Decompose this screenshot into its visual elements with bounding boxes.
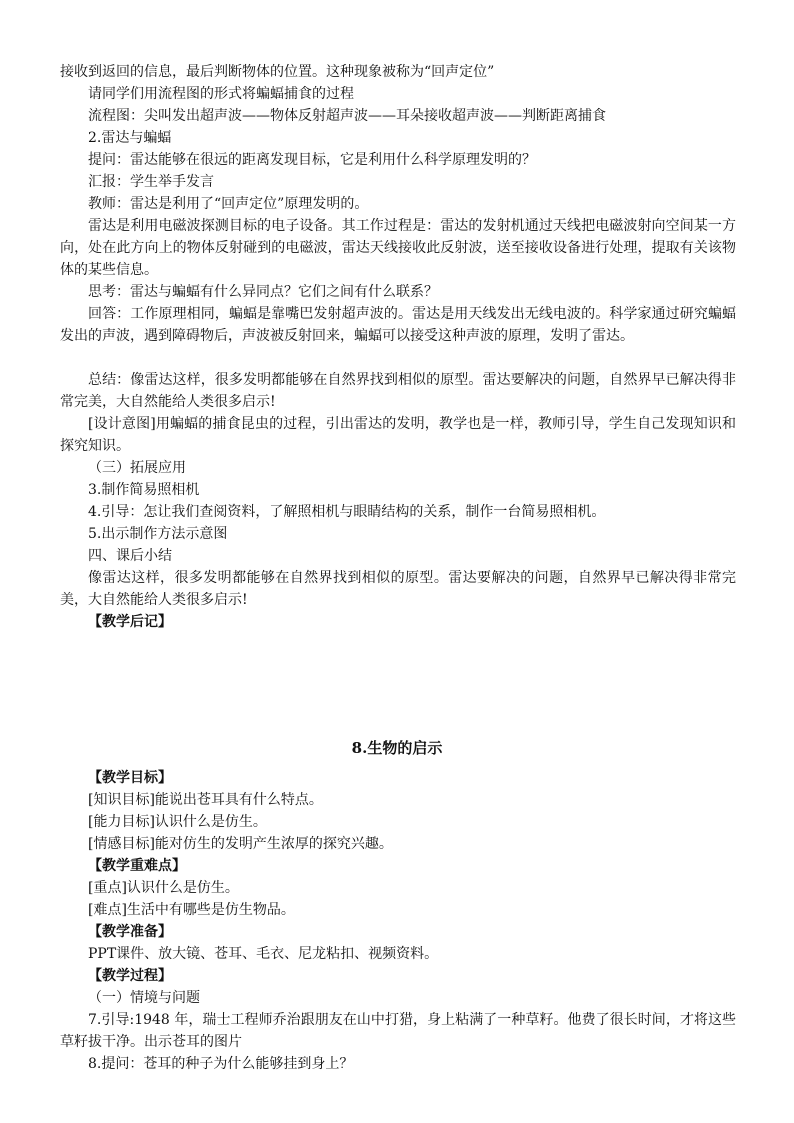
paragraph: 4.引导：怎让我们查阅资料，了解照相机与眼睛结构的关系，制作一台简易照相机。	[88, 504, 606, 520]
paragraph: 流程图：尖叫发出超声波——物体反射超声波——耳朵接收超声波——判断距离捕食	[88, 108, 606, 124]
paragraph: 思考：雷达与蝙蝠有什么异同点？它们之间有什么联系？	[88, 284, 438, 300]
paragraph: 教师：雷达是利用了“回声定位”原理发明的。	[88, 196, 369, 212]
paragraph: 雷达是利用电磁波探测目标的电子设备。其工作过程是：雷达的发射机通过天线把电磁波射向空间某一方向，处在此方向上的物体反射碰到的电磁波，雷达天线接收此反射波，送至接收设备进行处理，提取有关该物体的某些信息。	[60, 218, 736, 278]
subheading: （三）拓展应用	[88, 460, 186, 476]
paragraph: 3.制作简易照相机	[88, 482, 200, 498]
paragraph: [能力目标]认识什么是仿生。	[88, 814, 267, 830]
paragraph: [设计意图]用蝙蝠的捕食昆虫的过程，引出雷达的发明，教学也是一样，教师引导，学生自己发现知识和探究知识。	[60, 416, 736, 454]
paragraph: 请同学们用流程图的形式将蝙蝠捕食的过程	[88, 86, 354, 102]
paragraph: 接收到返回的信息，最后判断物体的位置。这种现象被称为“回声定位”	[60, 64, 495, 80]
paragraph: [难点]生活中有哪些是仿生物品。	[88, 902, 295, 918]
subheading: 2.雷达与蝙蝠	[88, 130, 172, 146]
paragraph: 像雷达这样，很多发明都能够在自然界找到相似的原型。雷达要解决的问题，自然界早已解决得非常完美，大自然能给人类很多启示!	[60, 570, 736, 608]
subheading: 【教学过程】	[88, 968, 172, 984]
subheading: 四、课后小结	[88, 548, 172, 564]
paragraph: 汇报：学生举手发言	[88, 174, 214, 190]
paragraph: 5.出示制作方法示意图	[88, 526, 228, 542]
paragraph: [情感目标]能对仿生的发明产生浓厚的探究兴趣。	[88, 836, 393, 852]
subheading: 【教学目标】	[88, 770, 172, 786]
paragraph: 总结：像雷达这样，很多发明都能够在自然界找到相似的原型。雷达要解决的问题，自然界早已解决得非常完美，大自然能给人类很多启示!	[60, 372, 736, 410]
paragraph: 7.引导:1948 年，瑞士工程师乔治跟朋友在山中打猎，身上粘满了一种草籽。他费了很长时间，才将这些草籽拔干净。出示苍耳的图片	[60, 1012, 736, 1050]
subheading: （一）情境与问题	[88, 990, 200, 1006]
paragraph: [重点]认识什么是仿生。	[88, 880, 239, 896]
paragraph: 8.提问：苍耳的种子为什么能够挂到身上？	[88, 1056, 354, 1072]
subheading: 【教学重难点】	[88, 858, 186, 874]
paragraph: 提问：雷达能够在很远的距离发现目标，它是利用什么科学原理发明的？	[88, 152, 536, 168]
subheading: 【教学准备】	[88, 924, 172, 940]
section-title: 8.生物的启示	[351, 739, 443, 757]
paragraph: PPT课件、放大镜、苍耳、毛衣、尼龙粘扣、视频资料。	[88, 946, 439, 962]
paragraph: 回答：工作原理相同，蝙蝠是靠嘴巴发射超声波的。雷达是用天线发出无线电波的。科学家通过研究蝙蝠发出的声波，遇到障碍物后，声波被反射回来，蝙蝠可以接受这种声波的原理，发明了雷达。	[60, 306, 736, 344]
paragraph: [知识目标]能说出苍耳具有什么特点。	[88, 792, 323, 808]
subheading: 【教学后记】	[88, 614, 172, 630]
